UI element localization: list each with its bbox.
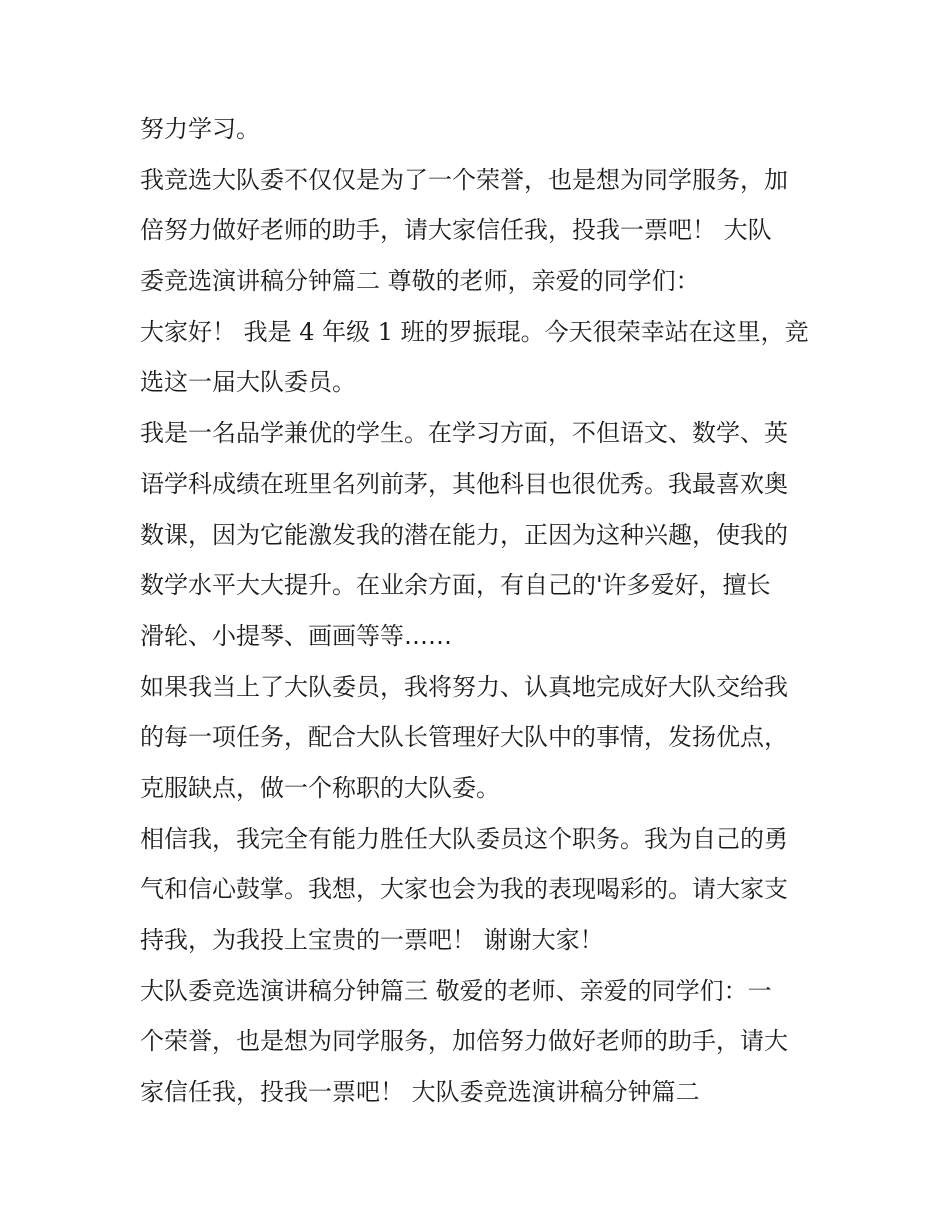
text-segment: 我是一名品学兼优的学生。在学习方面，不但语文、数学、英 [140, 419, 788, 448]
paragraph-line [140, 611, 820, 662]
paragraph-line [140, 1016, 820, 1067]
text-segment: 的每一项任务，配合大队长管理好大队中的事情，发扬优点， [140, 723, 788, 752]
paragraph-line [140, 155, 820, 206]
text-segment: 相信我，我完全有能力胜任大队委员这个职务。我为自己的勇 [140, 824, 788, 853]
text-segment: 选这一届大队委员。 [140, 368, 356, 397]
text-segment: 滑轮、小提琴、画画等等…… [140, 621, 452, 650]
paragraph-line [140, 1067, 820, 1118]
paragraph-line [140, 966, 820, 1017]
document-body [140, 104, 820, 1118]
text-segment: 许多爱好，擅长 [602, 571, 771, 600]
paragraph-line [140, 408, 820, 459]
text-segment: 个荣誉，也是想为同学服务，加倍努力做好老师的助手，请大 [140, 1027, 788, 1056]
paragraph-line [140, 814, 820, 865]
text-segment: 语学科成绩在班里名列前茅，其他科目也很优秀。我最喜欢奥 [140, 469, 788, 498]
paragraph-line [140, 307, 820, 358]
paragraph-line [140, 256, 820, 307]
paragraph-line [140, 104, 820, 155]
text-segment: 持我，为我投上宝贵的一票吧！ 谢谢大家！ [140, 926, 604, 954]
text-segment: 大队委竞选演讲稿分钟篇三 敬爱的老师、亲爱的同学们：一 [140, 976, 772, 1005]
text-segment: 大家好！ 我是 4 年级 1 班的罗振琨。今天很荣幸站在这里，竞 [140, 317, 809, 346]
paragraph-line [140, 459, 820, 510]
text-segment: 数学水平大大提升。在业余方面，有自己的' [140, 571, 603, 600]
paragraph-line [140, 357, 820, 408]
paragraph-line [140, 712, 820, 763]
text-segment: 我竞选大队委不仅仅是为了一个荣誉，也是想为同学服务，加 [140, 165, 788, 194]
text-segment: 克服缺点，做一个称职的大队委。 [140, 773, 500, 802]
text-segment: 气和信心鼓掌。我想，大家也会为我的表现喝彩的。请大家支 [140, 875, 788, 904]
paragraph-line [140, 560, 820, 611]
paragraph-line [140, 205, 820, 256]
text-segment: 家信任我，投我一票吧！ 大队委竞选演讲稿分钟篇二 [140, 1078, 700, 1107]
text-segment: 努力学习。 [140, 115, 260, 143]
text-segment: 委竞选演讲稿分钟篇二 尊敬的老师，亲爱的同学们： [140, 267, 700, 296]
paragraph-line [140, 662, 820, 713]
paragraph-line [140, 510, 820, 561]
text-segment: 数课，因为它能激发我的潜在能力，正因为这种兴趣，使我的 [140, 520, 788, 549]
text-segment: 倍努力做好老师的助手，请大家信任我，投我一票吧！ 大队 [140, 216, 772, 245]
paragraph-line [140, 915, 820, 966]
text-segment: 如果我当上了大队委员，我将努力、认真地完成好大队交给我 [140, 672, 788, 701]
paragraph-line [140, 763, 820, 814]
paragraph-line [140, 864, 820, 915]
